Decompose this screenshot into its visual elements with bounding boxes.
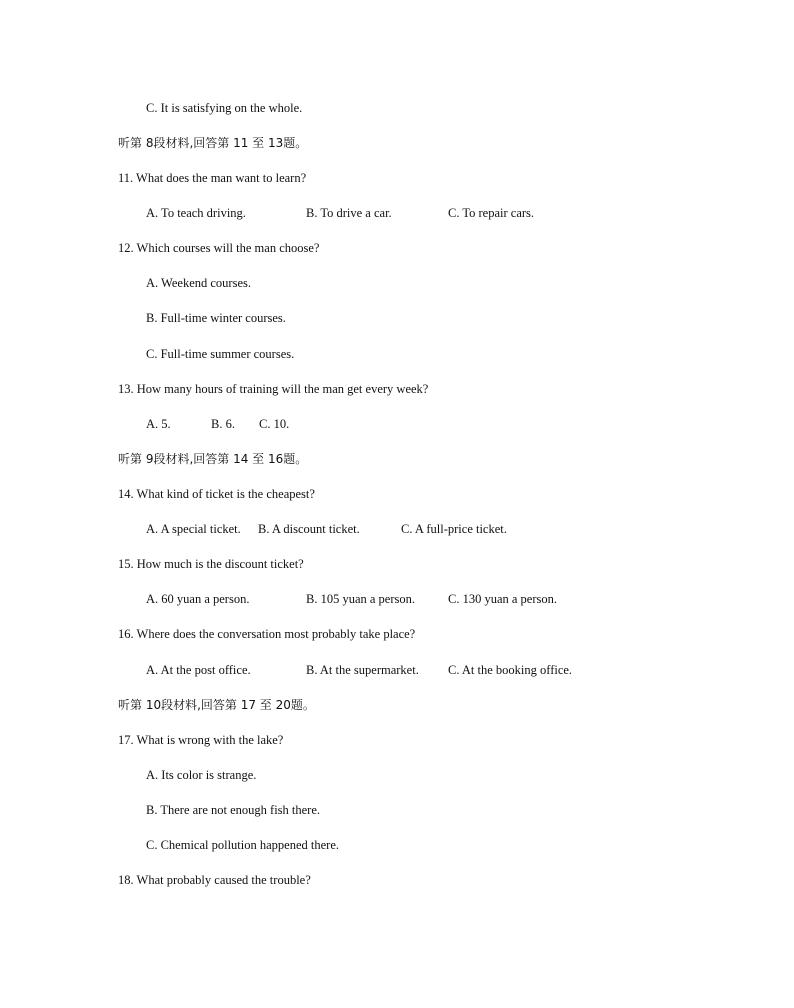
q14-option-b: B. A discount ticket. <box>258 522 360 536</box>
q17-option-a: A. Its color is strange. <box>146 768 257 782</box>
q11-option-c: C. To repair cars. <box>448 206 535 220</box>
q12-option-c: C. Full-time summer courses. <box>146 347 295 361</box>
q12-option-a: A. Weekend courses. <box>146 276 251 290</box>
q14-option-c: C. A full-price ticket. <box>401 522 507 536</box>
q15-option-b: B. 105 yuan a person. <box>306 592 416 606</box>
question-18: 18. What probably caused the trouble? <box>118 873 311 887</box>
q13-option-b: B. 6. <box>211 417 235 431</box>
question-12: 12. Which courses will the man choose? <box>118 241 320 255</box>
q11-option-b: B. To drive a car. <box>306 206 392 220</box>
q13-option-a: A. 5. <box>146 417 171 431</box>
question-15: 15. How much is the discount ticket? <box>118 557 304 571</box>
section-8-instruction: 听第 8段材料,回答第 11 至 13题。 <box>118 136 308 150</box>
question-16: 16. Where does the conversation most probably take place? <box>118 627 416 641</box>
q16-option-a: A. At the post office. <box>146 663 251 677</box>
q14-option-a: A. A special ticket. <box>146 522 241 536</box>
question-17: 17. What is wrong with the lake? <box>118 733 284 747</box>
q16-option-b: B. At the supermarket. <box>306 663 419 677</box>
question-13: 13. How many hours of training will the man get every week? <box>118 382 429 396</box>
q17-option-b: B. There are not enough fish there. <box>146 803 321 817</box>
q15-option-a: A. 60 yuan a person. <box>146 592 250 606</box>
question-14: 14. What kind of ticket is the cheapest? <box>118 487 315 501</box>
q16-option-c: C. At the booking office. <box>448 663 573 677</box>
q15-option-c: C. 130 yuan a person. <box>448 592 558 606</box>
q11-option-a: A. To teach driving. <box>146 206 246 220</box>
q12-option-b: B. Full-time winter courses. <box>146 311 286 325</box>
q13-option-c: C. 10. <box>259 417 290 431</box>
q17-option-c: C. Chemical pollution happened there. <box>146 838 340 852</box>
section-10-instruction: 听第 10段材料,回答第 17 至 20题。 <box>118 698 315 712</box>
section-9-instruction: 听第 9段材料,回答第 14 至 16题。 <box>118 452 308 466</box>
question-11: 11. What does the man want to learn? <box>118 171 307 185</box>
option-c-prev: C. It is satisfying on the whole. <box>146 101 303 115</box>
